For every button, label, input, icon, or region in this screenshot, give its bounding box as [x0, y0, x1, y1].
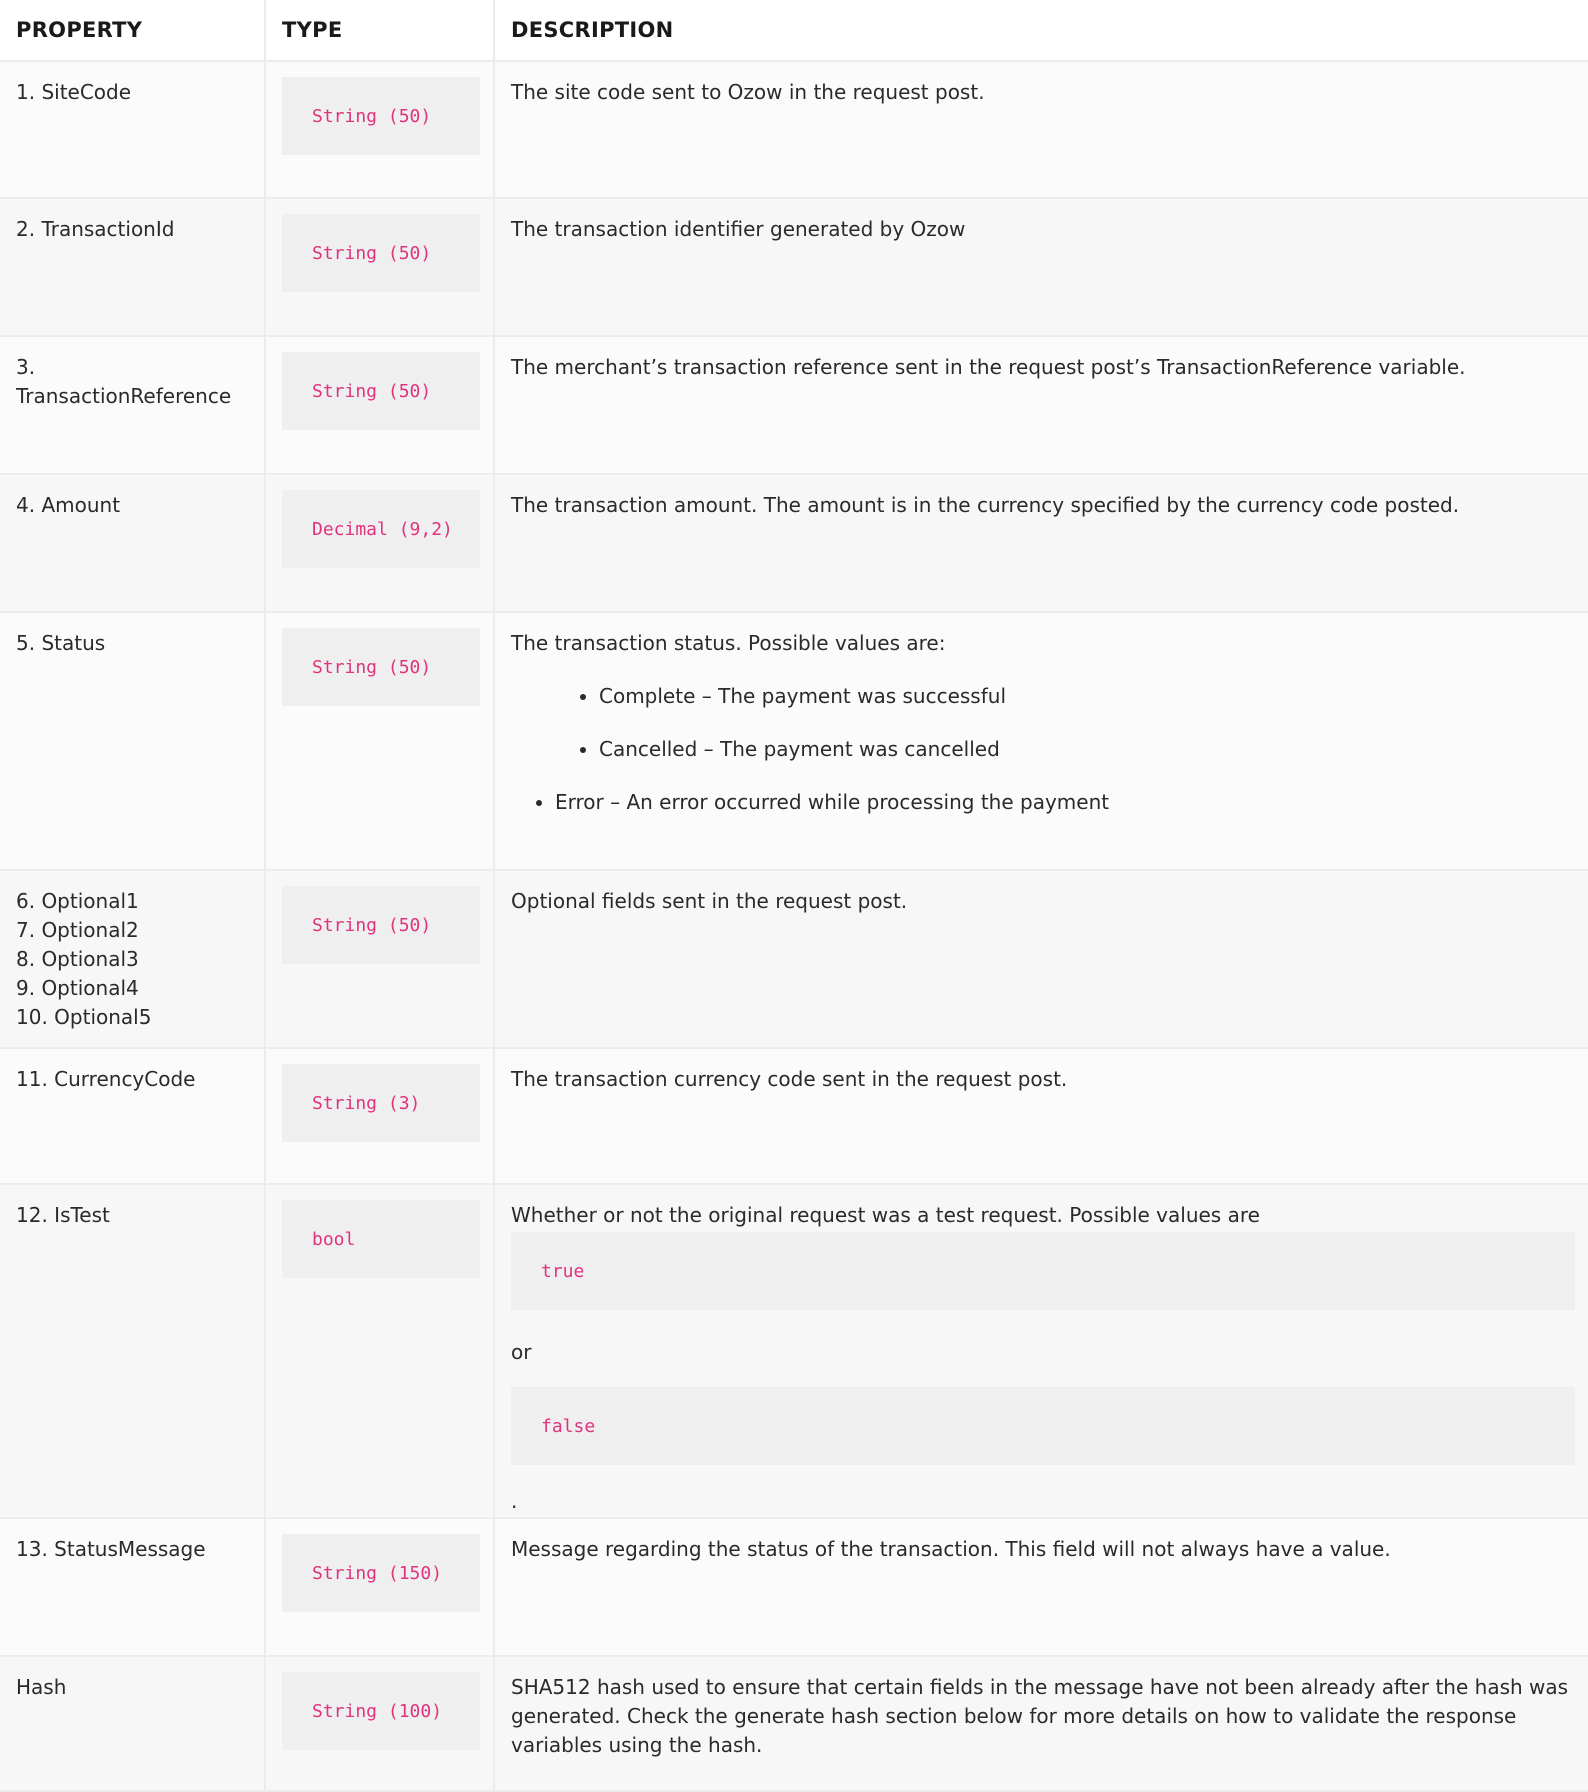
type-code: String (50) [282, 628, 480, 706]
property-line: 10. Optional5 [16, 1005, 152, 1029]
table-row [0, 1048, 1588, 1184]
property-cell: 2. TransactionId [0, 198, 265, 336]
table-row [0, 612, 1588, 870]
property-cell: 11. CurrencyCode [0, 1048, 265, 1184]
type-cell [265, 336, 494, 474]
type-code: String (100) [282, 1672, 480, 1750]
type-cell [265, 1184, 494, 1518]
table-row [0, 474, 1588, 612]
list-item: • Error – An error occurred while processing the payment [555, 788, 1574, 817]
description-cell: SHA512 hash used to ensure that certain fields in the message have not been already after the hash was generated. Check the generate hash section below for more details on how to validate the response variables using the hash. [494, 1656, 1588, 1791]
type-code: String (50) [282, 77, 480, 155]
type-code: String (50) [282, 352, 480, 430]
type-code: String (150) [282, 1534, 480, 1612]
trailing-period: . [511, 1489, 518, 1513]
property-cell [0, 336, 265, 474]
description-text: The transaction status. Possible values are: [511, 631, 946, 655]
type-cell [265, 61, 494, 198]
table-row [0, 870, 1588, 1048]
table-row [0, 1656, 1588, 1791]
description-cell: The transaction amount. The amount is in the currency specified by the currency code posted. [494, 474, 1588, 612]
header-property: PROPERTY [0, 0, 265, 61]
header-type: TYPE [265, 0, 494, 61]
table-row [0, 336, 1588, 474]
type-cell [265, 474, 494, 612]
property-line: 7. Optional2 [16, 918, 139, 942]
table-header-row [0, 0, 1588, 61]
property-cell [0, 870, 265, 1048]
type-cell [265, 1518, 494, 1656]
type-code: String (50) [282, 214, 480, 292]
property-cell: 12. IsTest [0, 1184, 265, 1518]
description-cell [494, 612, 1588, 870]
description-cell: The transaction currency code sent in the request post. [494, 1048, 1588, 1184]
description-cell: The merchant’s transaction reference sent in the request post’s TransactionReference variable. [494, 336, 1588, 474]
type-code: bool [282, 1200, 480, 1278]
property-cell: Hash [0, 1656, 265, 1791]
table-row [0, 198, 1588, 336]
type-code: String (50) [282, 886, 480, 964]
description-text: Whether or not the original request was a test request. Possible values are [511, 1203, 1260, 1227]
type-code: String (3) [282, 1064, 480, 1142]
code-block-false: false [511, 1387, 1575, 1465]
header-description: DESCRIPTION [494, 0, 1588, 61]
property-line: TransactionReference [16, 384, 232, 408]
table-row [0, 61, 1588, 198]
status-values-nested-list [511, 682, 1574, 764]
type-cell [265, 198, 494, 336]
description-cell: Optional fields sent in the request post. [494, 870, 1588, 1048]
property-cell: 5. Status [0, 612, 265, 870]
property-cell: 13. StatusMessage [0, 1518, 265, 1656]
property-line: 8. Optional3 [16, 947, 139, 971]
description-cell: The transaction identifier generated by Ozow [494, 198, 1588, 336]
description-cell: The site code sent to Ozow in the request post. [494, 61, 1588, 198]
status-values-list [511, 788, 1574, 817]
property-cell: 4. Amount [0, 474, 265, 612]
type-cell [265, 612, 494, 870]
table-row [0, 1184, 1588, 1518]
property-cell: 1. SiteCode [0, 61, 265, 198]
description-cell: Message regarding the status of the transaction. This field will not always have a value. [494, 1518, 1588, 1656]
table-row [0, 1518, 1588, 1656]
code-block-true: true [511, 1232, 1575, 1310]
type-cell [265, 870, 494, 1048]
type-code: Decimal (9,2) [282, 490, 480, 568]
list-item: • Complete – The payment was successful [599, 682, 1574, 711]
description-cell [494, 1184, 1588, 1518]
property-line: 9. Optional4 [16, 976, 139, 1000]
type-cell [265, 1656, 494, 1791]
or-text: or [511, 1340, 532, 1364]
list-item: • Cancelled – The payment was cancelled [599, 735, 1574, 764]
type-cell [265, 1048, 494, 1184]
property-line: 6. Optional1 [16, 889, 139, 913]
property-line: 3. [16, 355, 36, 379]
